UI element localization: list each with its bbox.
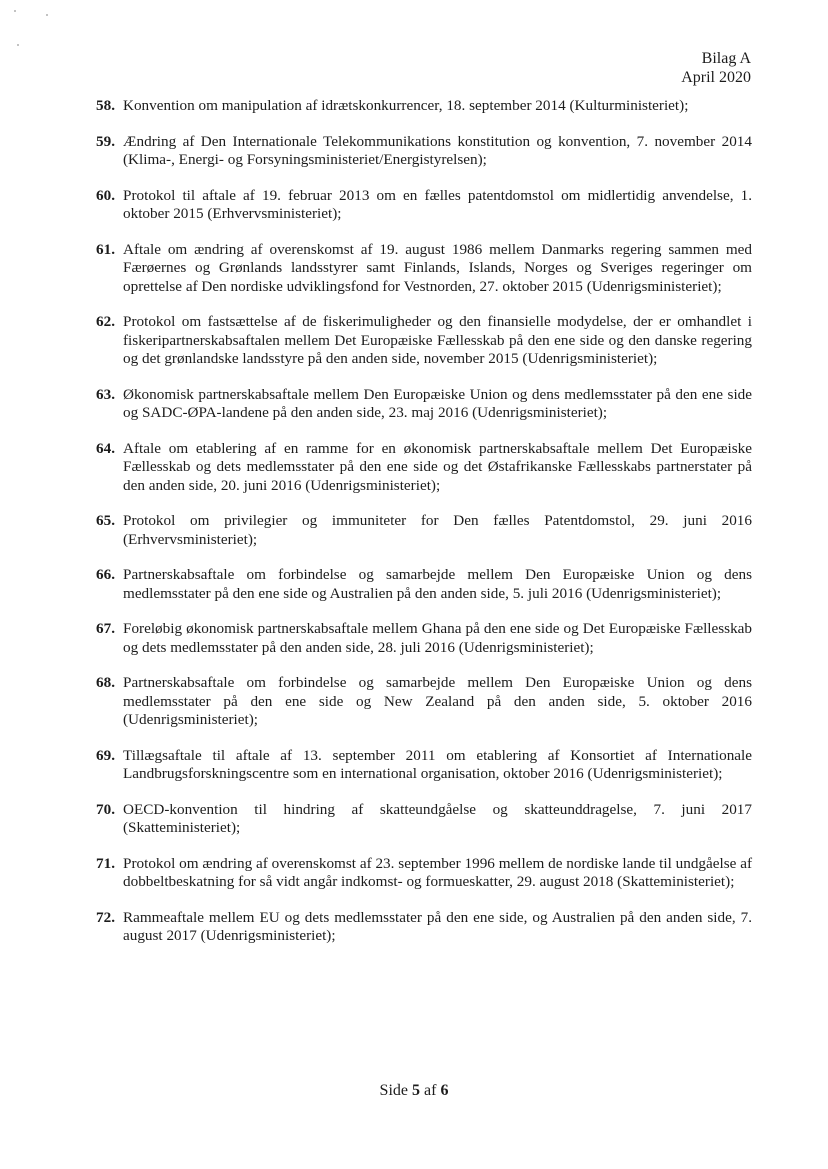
item-number: 59. — [96, 132, 115, 150]
item-number: 68. — [96, 674, 115, 691]
list-item — [96, 440, 752, 496]
list-item — [96, 512, 752, 549]
scan-speck — [46, 14, 48, 16]
item-text: Protokol om ændring af overenskomst af 23. september 1996 mellem de nordiske lande til undgåelse af dobbeltbeskatning for så vidt angår indkomst- og formueskatter, 29. august 2018 (Skatteministeriet); — [123, 854, 752, 890]
item-number: 69. — [96, 746, 115, 764]
item-text: Partnerskabsaftale om forbindelse og samarbejde mellem Den Europæiske Union og dens medlemsstater på den ene side og New Zealand på den anden side, 5. oktober 2016 (Udenrigsministeriet); — [123, 674, 752, 728]
item-text: Partnerskabsaftale om forbindelse og samarbejde mellem Den Europæiske Union og dens medlemsstater på den ene side og Australien på den anden side, 5. juli 2016 (Udenrigsministeriet); — [123, 566, 752, 602]
item-text: Aftale om etablering af en ramme for en økonomisk partnerskabsaftale mellem Det Europæiske Fællesskab og dets medlemsstater på den ene side og det Østafrikanske Fællesskabs partnerstater på den anden side, 20. juni 2016 (Udenrigsministeriet); — [123, 439, 752, 494]
item-number: 64. — [96, 439, 115, 457]
list-item — [96, 97, 752, 116]
list-item — [96, 674, 752, 730]
item-text: Protokol om privilegier og immuniteter for Den fælles Patentdomstol, 29. juni 2016 (Erhvervsministeriet); — [123, 512, 752, 548]
list-item — [96, 909, 752, 946]
item-text: OECD-konvention til hindring af skatteundgåelse og skatteunddragelse, 7. juni 2017 (Skatteministeriet); — [123, 800, 752, 836]
page-footer — [0, 1082, 828, 1100]
item-number: 63. — [96, 385, 115, 403]
item-number: 66. — [96, 566, 115, 583]
item-text: Foreløbig økonomisk partnerskabsaftale mellem Ghana på den ene side og Det Europæiske Fællesskab og dets medlemsstater på den anden side, 28. juli 2016 (Udenrigsministeriet); — [123, 620, 752, 656]
current-page-number: 5 — [412, 1082, 420, 1099]
item-number: 65. — [96, 512, 115, 529]
item-text: Ændring af Den Internationale Telekommunikations konstitution og konvention, 7. november 2014 (Klima-, Energi- og Forsyningsministeriet/Energistyrelsen); — [123, 132, 752, 168]
list-item — [96, 566, 752, 603]
page-of-label: af — [424, 1082, 437, 1099]
item-text: Tillægsaftale til aftale af 13. september 2011 om etablering af Konsortiet af Internationale Landbrugsforskningscentre som en international organisation, oktober 2016 (Udenrigsministeriet); — [123, 746, 752, 782]
list-item — [96, 241, 752, 297]
item-text: Aftale om ændring af overenskomst af 19. august 1986 mellem Danmarks regering sammen med Færøernes og Grønlands landsstyrer samt Finlands, Islands, Norges og Sveriges regeringer om oprettelse af Den nordiske udviklingsfond for Vestnorden, 27. oktober 2015 (Udenrigsministeriet); — [123, 240, 752, 295]
scan-speck — [17, 44, 19, 46]
header-date: April 2020 — [681, 69, 751, 86]
item-number: 72. — [96, 908, 115, 926]
list-item — [96, 747, 752, 784]
scan-speck — [14, 10, 16, 12]
item-text: Økonomisk partnerskabsaftale mellem Den Europæiske Union og dens medlemsstater på den ene side og SADC-ØPA-landene på den anden side, 23. maj 2016 (Udenrigsministeriet); — [123, 385, 752, 421]
list-item — [96, 133, 752, 170]
item-number: 58. — [96, 97, 115, 114]
appendix-label: Bilag A — [701, 50, 751, 67]
item-number: 71. — [96, 854, 115, 872]
list-item — [96, 386, 752, 423]
list-item — [96, 801, 752, 838]
item-text: Rammeaftale mellem EU og dets medlemsstater på den ene side, og Australien på den anden side, 7. august 2017 (Udenrigsministeriet); — [123, 908, 752, 944]
item-text: Konvention om manipulation af idrætskonkurrencer, 18. september 2014 (Kulturministeriet); — [123, 97, 689, 114]
item-number: 67. — [96, 620, 115, 637]
total-pages-number: 6 — [440, 1082, 449, 1099]
page-label: Side — [379, 1082, 408, 1099]
list-item — [96, 313, 752, 369]
item-number: 62. — [96, 313, 115, 330]
list-item — [96, 187, 752, 224]
item-number: 60. — [96, 186, 115, 204]
item-text: Protokol til aftale af 19. februar 2013 om en fælles patentdomstol om midlertidig anvendelse, 1. oktober 2015 (Erhvervsministeriet); — [123, 186, 752, 222]
item-number: 61. — [96, 240, 115, 258]
list-item — [96, 855, 752, 892]
agreement-list — [96, 97, 752, 963]
list-item — [96, 620, 752, 657]
item-number: 70. — [96, 800, 115, 818]
page-header — [681, 49, 751, 87]
item-text: Protokol om fastsættelse af de fiskerimuligheder og den finansielle modydelse, der er omhandlet i fiskeripartnerskabsaftalen mellem Det Europæiske Fællesskab på den ene side og den danske regering og det grønlandske landsstyre på den anden side, november 2015 (Udenrigsministeriet); — [123, 313, 752, 367]
